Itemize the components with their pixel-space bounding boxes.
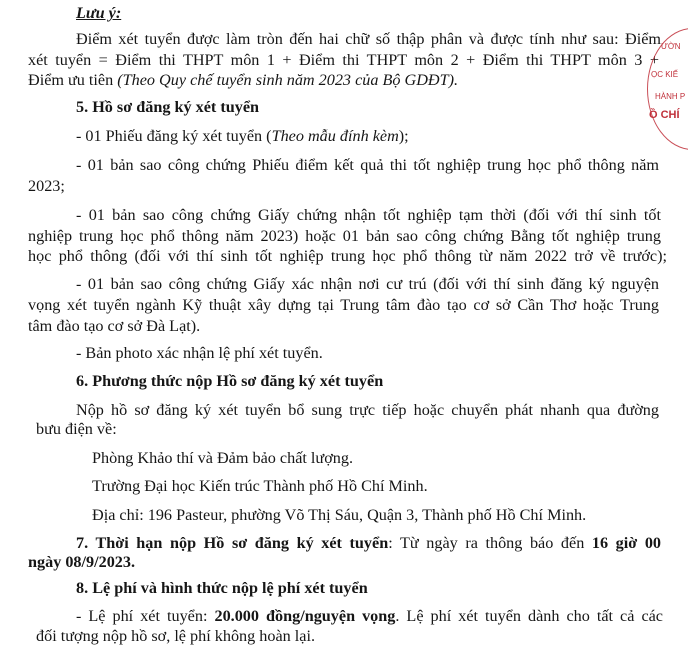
fee-amount: 20.000 đồng/nguyện vọng (214, 607, 396, 625)
address-university: Trường Đại học Kiến trúc Thành phố Hồ Chí Minh. (92, 477, 428, 495)
section-5-item-1 (76, 126, 409, 146)
note-line-3-italic: (Theo Quy chế tuyển sinh năm 2023 của Bộ GDĐT). (117, 71, 459, 89)
section-5-item-4-line-1: - 01 bản sao công chứng Giấy xác nhận nơi cư trú (đối với thí sinh đăng ký nguyện (76, 275, 659, 293)
section-6-para-line-1: Nộp hồ sơ đăng ký xét tuyển bổ sung trực tiếp hoặc chuyển phát nhanh qua đường (76, 401, 659, 419)
fee-prefix: - Lệ phí xét tuyển: (76, 607, 215, 625)
stamp-text-3: HÀNH P (655, 92, 686, 101)
section-5-heading: 5. Hồ sơ đăng ký xét tuyển (76, 98, 260, 116)
section-8-heading: 8. Lệ phí và hình thức nộp lệ phí xét tuyển (76, 579, 368, 597)
section-7-heading: 7. Thời hạn nộp Hồ sơ đăng ký xét tuyển (76, 534, 389, 552)
item-1-italic: Theo mẫu đính kèm (271, 127, 399, 145)
section-5-item-4-line-2: vọng xét tuyển ngành Kỹ thuật xây dựng tại Trung tâm đào tạo cơ sở Cần Thơ hoặc Trung (28, 296, 659, 314)
section-6-heading: 6. Phương thức nộp Hồ sơ đăng ký xét tuyển (76, 372, 384, 390)
address-street: Địa chỉ: 196 Pasteur, phường Võ Thị Sáu, Quận 3, Thành phố Hồ Chí Minh. (92, 506, 587, 524)
address-department: Phòng Khảo thí và Đảm bảo chất lượng. (92, 449, 353, 467)
section-5-item-3-line-1: - 01 bản sao công chứng Giấy chứng nhận tốt nghiệp tạm thời (đối với thí sinh tốt (76, 206, 661, 224)
note-line-1: Điểm xét tuyển được làm tròn đến hai chữ số thập phân và được tính như sau: Điểm (76, 30, 661, 48)
section-5-item-4-line-3: tâm đào tạo cơ sở Đà Lạt). (28, 317, 201, 335)
section-5-item-2-line-1: - 01 bản sao công chứng Phiếu điểm kết quả thi tốt nghiệp trung học phổ thông năm (76, 156, 659, 174)
section-5-item-3-line-3: học phổ thông (đối với thí sinh tốt nghiệp trung học phổ thông từ năm 2022 trở về trước); (28, 247, 667, 265)
section-8-fee-line-2: đối tượng nộp hồ sơ, lệ phí không hoàn lại. (36, 627, 316, 645)
section-5-item-2-line-2: 2023; (28, 177, 65, 195)
note-line-3-text: Điểm ưu tiên (28, 71, 118, 89)
fee-suffix: . Lệ phí xét tuyển dành cho tất cả các (395, 607, 663, 625)
note-line-3 (28, 70, 458, 90)
section-5-item-3-line-2: nghiệp trung học phổ thông năm 2023) hoặc 01 bản sao công chứng Bằng tốt nghiệp trung (28, 227, 661, 245)
section-7-line-1 (76, 533, 661, 553)
section-7-deadline-time: 16 giờ 00 (591, 534, 662, 552)
section-5-item-5: - Bản photo xác nhận lệ phí xét tuyển. (76, 344, 323, 362)
note-heading: Lưu ý: (76, 4, 122, 22)
item-1-end: ); (398, 127, 409, 145)
stamp-text-2: ỌC KIẾ (651, 70, 679, 79)
stamp-text-4: Ồ CHÍ (649, 109, 680, 121)
section-8-fee-line-1 (76, 606, 663, 626)
section-6-para-line-2: bưu điện về: (36, 420, 117, 438)
item-1-text: - 01 Phiếu đăng ký xét tuyển ( (76, 127, 272, 145)
stamp-text-1: ƯỜN (661, 42, 681, 51)
section-7-text: : Từ ngày ra thông báo đến (388, 534, 592, 552)
note-line-2: xét tuyển = Điểm thi THPT môn 1 + Điểm thi THPT môn 2 + Điểm thi THPT môn 3 + (28, 51, 659, 69)
red-stamp (645, 28, 688, 168)
section-7-deadline-date: ngày 08/9/2023. (28, 553, 136, 571)
